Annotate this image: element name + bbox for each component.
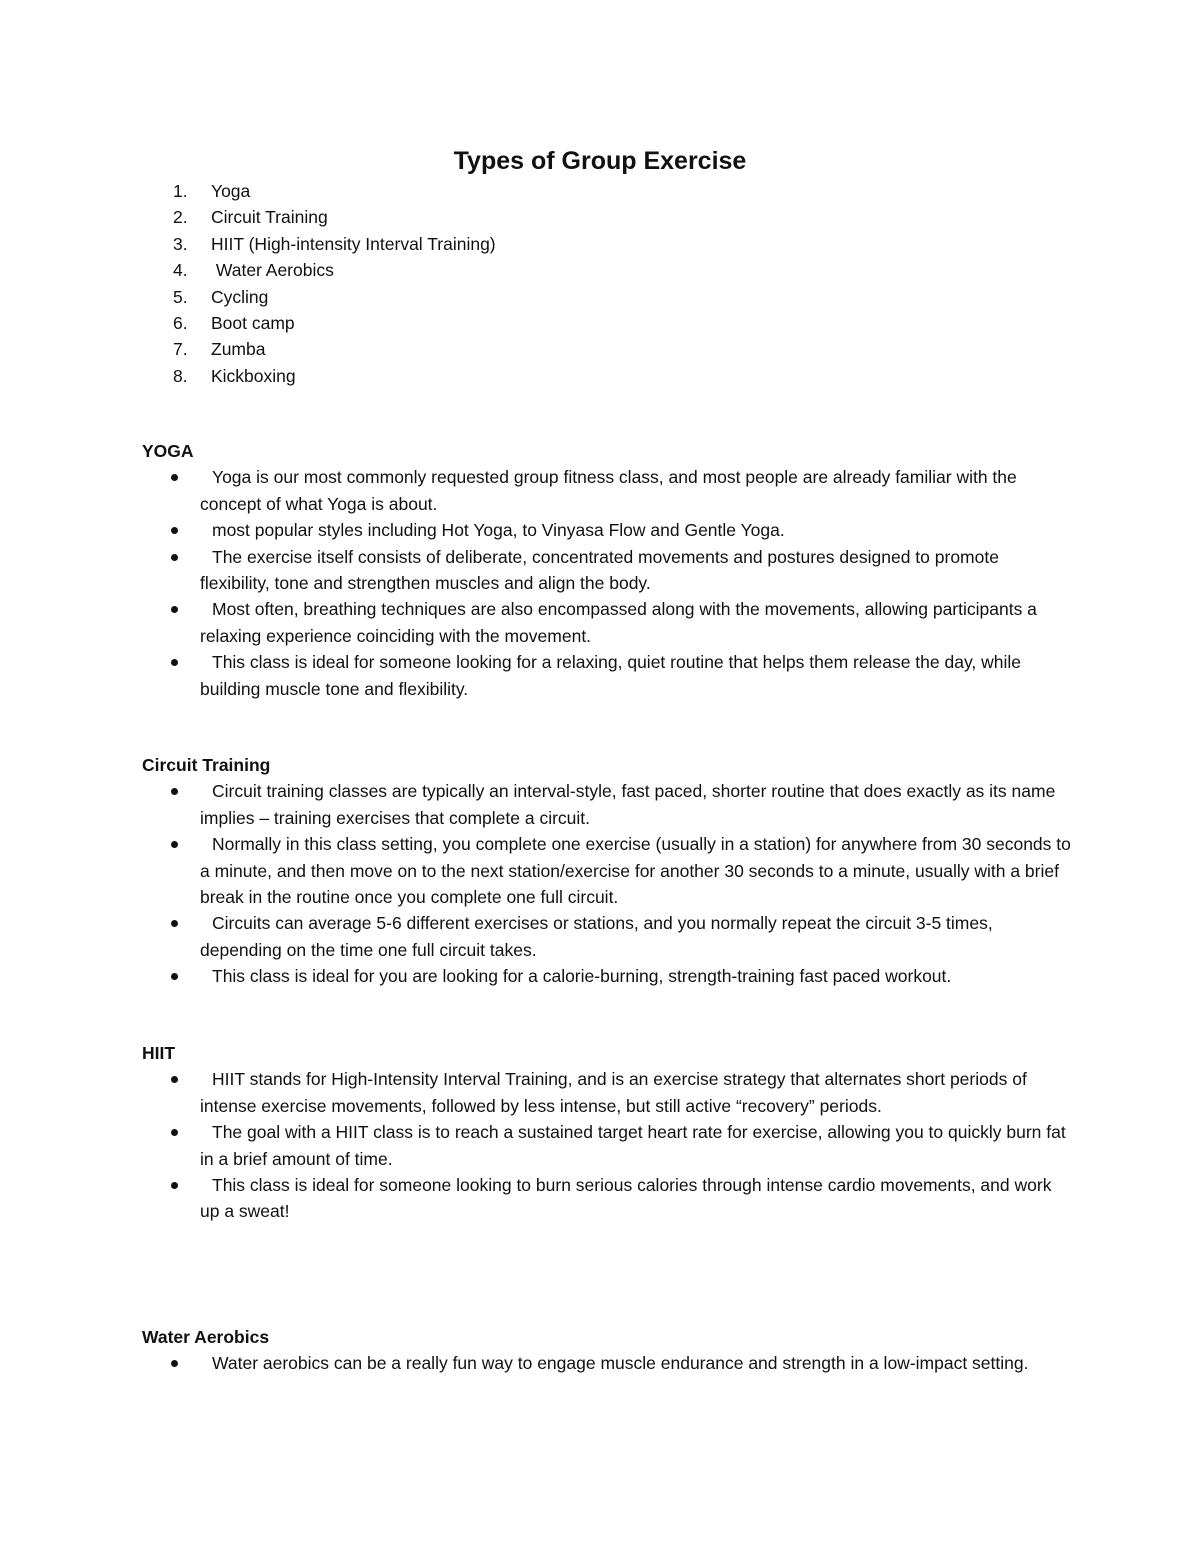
bullet-item <box>142 517 1072 543</box>
list-item <box>173 284 496 310</box>
bullet-text: most popular styles including Hot Yoga, to Vinyasa Flow and Gentle Yoga. <box>212 520 785 541</box>
list-item <box>173 257 496 283</box>
list-number: 7. <box>173 339 188 360</box>
bullet-icon <box>171 920 178 927</box>
document-title: Types of Group Exercise <box>453 147 747 175</box>
bullet-icon <box>171 527 178 534</box>
exercise-types-list <box>173 178 496 389</box>
list-item <box>173 310 496 336</box>
section-heading: Water Aerobics <box>142 1327 270 1347</box>
bullet-icon <box>171 1182 178 1189</box>
list-number: 4. <box>173 260 188 281</box>
bullet-icon <box>171 554 178 561</box>
bullet-icon <box>171 841 178 848</box>
bullet-icon <box>171 1076 178 1083</box>
list-item <box>173 204 496 230</box>
bullet-icon <box>171 1360 178 1367</box>
bullet-text: Normally in this class setting, you complete one exercise (usually in a station) for anywhere from 30 seconds to a minute, and then move on to the next station/exercise for another 30 seconds to a minute, usually with a brief break in the routine once you complete one full circuit. <box>200 834 1071 908</box>
bullet-item <box>142 1119 1072 1172</box>
bullet-icon <box>171 659 178 666</box>
section-heading: Circuit Training <box>142 755 271 775</box>
list-item-text: Cycling <box>211 286 269 307</box>
bullet-icon <box>171 973 178 980</box>
bullet-item <box>142 1066 1072 1119</box>
bullet-text: This class is ideal for you are looking for a calorie-burning, strength-training fast paced workout. <box>212 966 952 987</box>
bullet-list <box>142 778 1072 989</box>
section-heading: YOGA <box>142 441 194 461</box>
section-yoga <box>142 438 1072 702</box>
bullet-text: Circuits can average 5-6 different exercises or stations, and you normally repeat the circuit 3-5 times, depending on the time one full circuit takes. <box>200 913 993 960</box>
bullet-item <box>142 963 1072 989</box>
list-item <box>173 363 496 389</box>
bullet-text: Circuit training classes are typically an interval-style, fast paced, shorter routine that does exactly as its name implies – training exercises that complete a circuit. <box>200 781 1056 828</box>
section-hiit <box>142 1040 1072 1225</box>
section-water-aerobics <box>142 1324 1072 1377</box>
list-number: 6. <box>173 312 188 333</box>
bullet-item <box>142 544 1072 597</box>
bullet-text: Most often, breathing techniques are also encompassed along with the movements, allowing participants a relaxing experience coinciding with the movement. <box>200 599 1037 646</box>
list-number: 8. <box>173 365 188 386</box>
bullet-text: HIIT stands for High-Intensity Interval Training, and is an exercise strategy that alternates short periods of intense exercise movements, followed by less intense, but still active “recovery” periods. <box>200 1069 1027 1116</box>
bullet-text: The exercise itself consists of deliberate, concentrated movements and postures designed to promote flexibility, tone and strengthen muscles and align the body. <box>200 546 999 594</box>
bullet-item <box>142 649 1072 702</box>
bullet-list <box>142 464 1072 702</box>
section-circuit-training <box>142 752 1072 990</box>
list-item-text: HIIT (High-intensity Interval Training) <box>211 233 496 254</box>
list-item-text: Yoga <box>211 181 251 201</box>
list-item-text: Boot camp <box>211 312 295 333</box>
section-heading: HIIT <box>142 1043 176 1063</box>
list-number: 5. <box>173 286 188 307</box>
list-item <box>173 178 496 204</box>
bullet-item <box>142 596 1072 649</box>
bullet-item <box>142 1350 1072 1376</box>
bullet-list <box>142 1066 1072 1224</box>
list-number: 1. <box>173 181 188 201</box>
list-number: 2. <box>173 207 188 228</box>
list-number: 3. <box>173 233 188 254</box>
bullet-item <box>142 910 1072 963</box>
list-item-text: Circuit Training <box>211 207 328 228</box>
bullet-item <box>142 464 1072 517</box>
list-item <box>173 231 496 257</box>
bullet-item <box>142 778 1072 831</box>
bullet-text: This class is ideal for someone looking for a relaxing, quiet routine that helps them release the day, while building muscle tone and flexibility. <box>200 652 1021 699</box>
bullet-icon <box>171 1129 178 1136</box>
list-item <box>173 336 496 362</box>
bullet-icon <box>171 606 178 613</box>
bullet-icon <box>171 474 178 481</box>
bullet-item <box>142 1172 1072 1225</box>
list-item-text: Water Aerobics <box>211 260 334 281</box>
bullet-text: The goal with a HIIT class is to reach a sustained target heart rate for exercise, allowing you to quickly burn fat in a brief amount of time. <box>200 1122 1066 1169</box>
bullet-text: Water aerobics can be a really fun way to engage muscle endurance and strength in a low-impact setting. <box>212 1353 1029 1374</box>
bullet-text: Yoga is our most commonly requested group fitness class, and most people are already familiar with the concept of what Yoga is about. <box>200 467 1017 514</box>
bullet-icon <box>171 788 178 795</box>
list-item-text: Kickboxing <box>211 365 296 386</box>
list-item-text: Zumba <box>211 339 266 360</box>
bullet-item <box>142 831 1072 910</box>
bullet-list <box>142 1350 1072 1376</box>
bullet-text: This class is ideal for someone looking to burn serious calories through intense cardio movements, and work up a sweat! <box>200 1175 1052 1222</box>
